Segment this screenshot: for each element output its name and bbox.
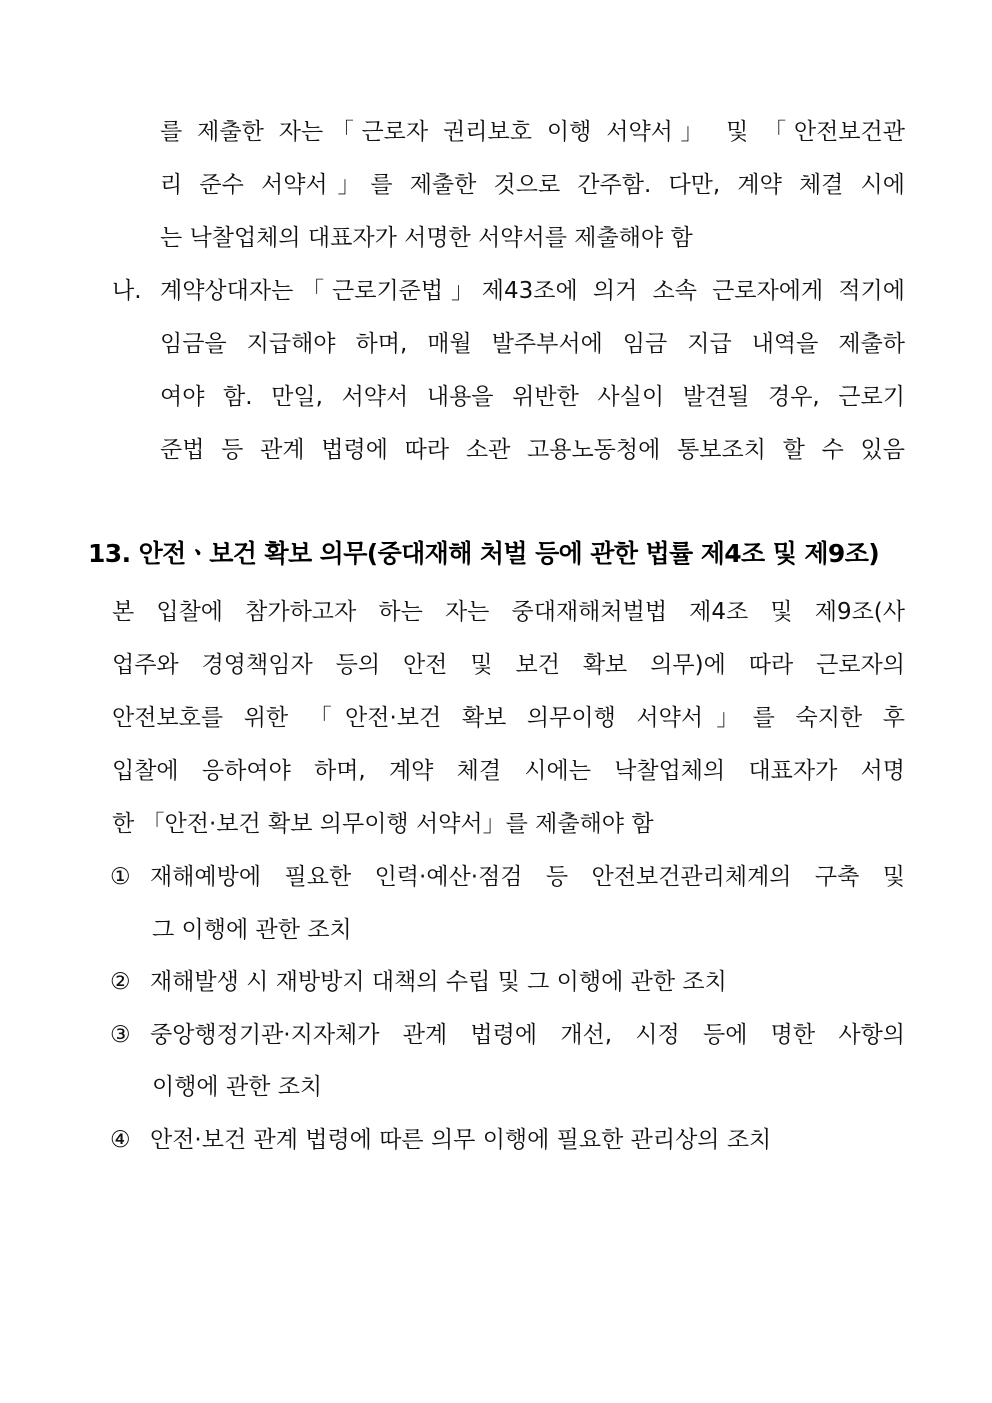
item-2-marker: ② xyxy=(110,969,131,995)
item-1-line-1: 재해예방에 필요한 인력·예산·점검 등 안전보건관리체계의 구축 및 xyxy=(150,864,905,890)
prev-item-ga-line-1: 를 제출한 자는「근로자 권리보호 이행 서약서」 및 「안전보건관 xyxy=(160,119,905,145)
item-na-line-4: 준법 등 관계 법령에 따라 소관 고용노동청에 통보조치 할 수 있음 xyxy=(160,437,905,463)
section-13-intro-line-5: 한 「안전·보건 확보 의무이행 서약서」를 제출해야 함 xyxy=(112,811,654,837)
item-na-marker: 나. xyxy=(112,278,142,304)
section-13-intro-line-4: 입찰에 응하여야 하며, 계약 체결 시에는 낙찰업체의 대표자가 서명 xyxy=(112,758,905,784)
item-1-marker: ① xyxy=(110,864,131,890)
prev-item-ga-line-3: 는 낙찰업체의 대표자가 서명한 서약서를 제출해야 함 xyxy=(160,225,693,251)
section-13-intro-line-2: 업주와 경영책임자 등의 안전 및 보건 확보 의무)에 따라 근로자의 xyxy=(112,652,905,678)
item-3-line-1: 중앙행정기관·지자체가 관계 법령에 개선, 시정 등에 명한 사항의 xyxy=(150,1022,905,1048)
item-2-line-1: 재해발생 시 재방방지 대책의 수립 및 그 이행에 관한 조치 xyxy=(150,969,727,995)
item-na-line-1: 계약상대자는「근로기준법」제43조에 의거 소속 근로자에게 적기에 xyxy=(160,278,905,304)
item-4-marker: ④ xyxy=(110,1127,131,1153)
section-13-heading: 13. 안전ㆍ보건 확보 의무(중대재해 처벌 등에 관한 법률 제4조 및 제9조) xyxy=(88,539,880,568)
section-13-intro-line-3: 안전보호를 위한 「안전·보건 확보 의무이행 서약서」를 숙지한 후 xyxy=(112,705,905,731)
item-na-line-2: 임금을 지급해야 하며, 매월 발주부서에 임금 지급 내역을 제출하 xyxy=(160,331,905,357)
item-na-line-3: 여야 함. 만일, 서약서 내용을 위반한 사실이 발견될 경우, 근로기 xyxy=(160,384,905,410)
item-3-marker: ③ xyxy=(110,1022,131,1048)
prev-item-ga-line-2: 리 준수 서약서」를 제출한 것으로 간주함. 다만, 계약 체결 시에 xyxy=(160,172,905,198)
item-3-line-2: 이행에 관한 조치 xyxy=(152,1074,323,1100)
section-13-intro-line-1: 본 입찰에 참가하고자 하는 자는 중대재해처벌법 제4조 및 제9조(사 xyxy=(112,599,905,625)
item-4-line-1: 안전·보건 관계 법령에 따른 의무 이행에 필요한 관리상의 조치 xyxy=(150,1127,772,1153)
item-1-line-2: 그 이행에 관한 조치 xyxy=(152,917,352,943)
